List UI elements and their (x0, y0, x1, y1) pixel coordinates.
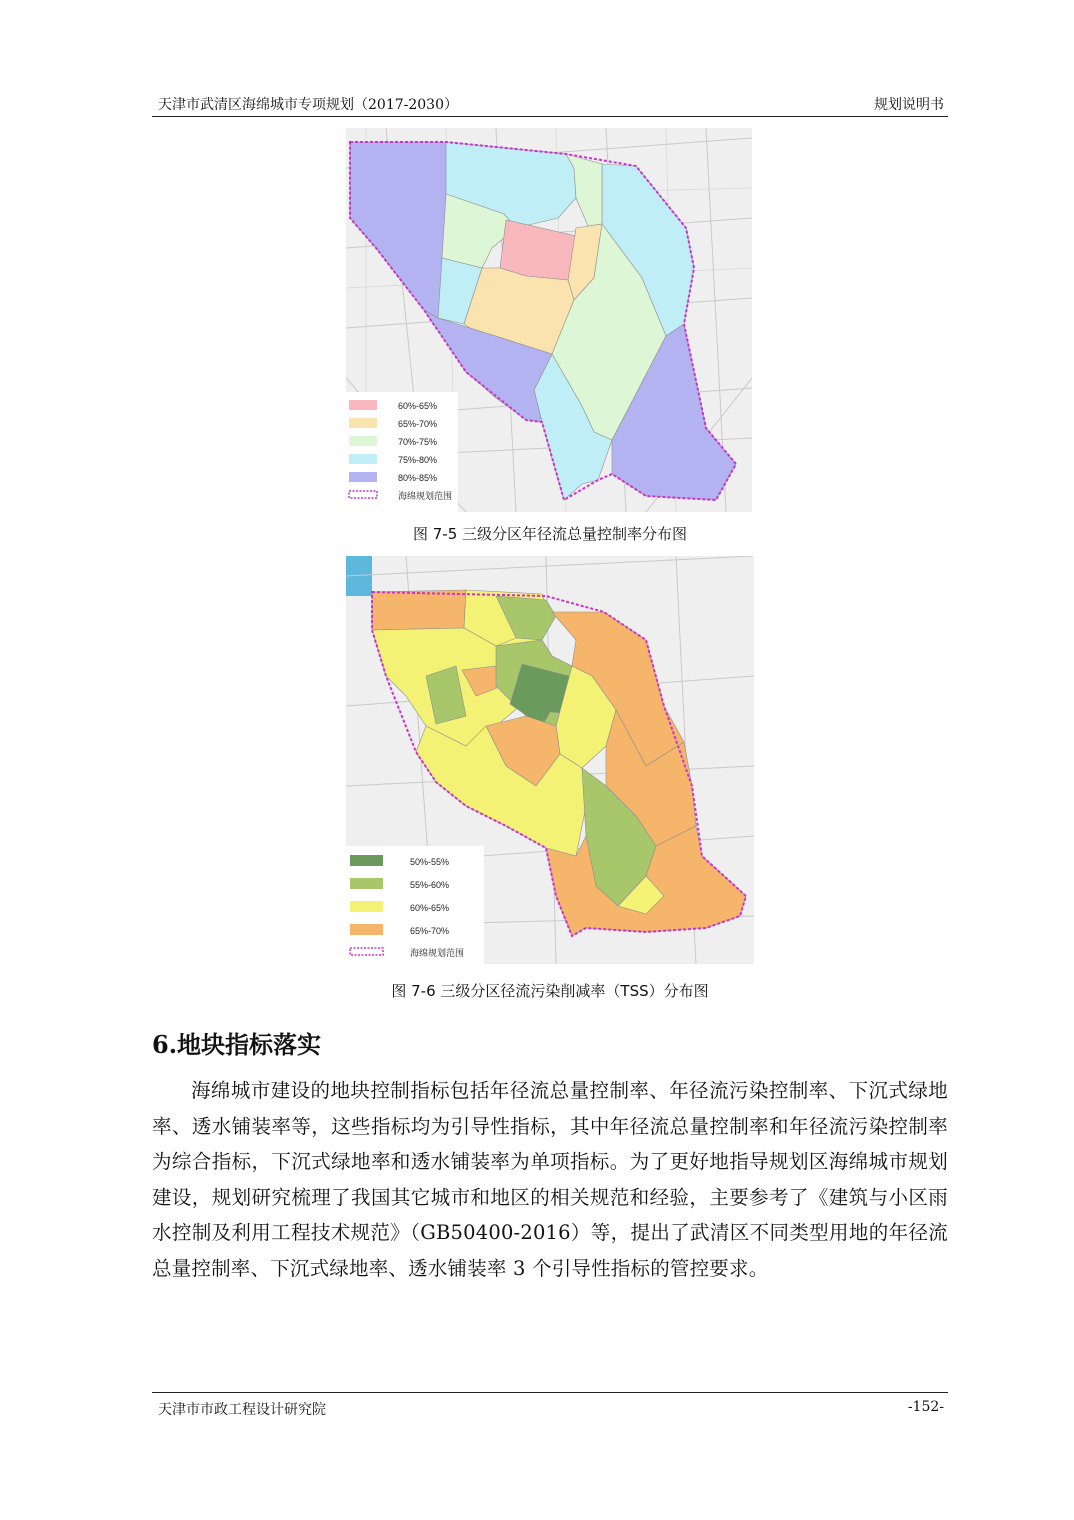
legend-label: 50%-55% (410, 857, 450, 867)
zone-65-70-northwest (372, 590, 466, 630)
legend-label: 海绵规划范围 (398, 491, 453, 501)
legend-label: 60%-65% (398, 401, 438, 411)
figure-7-6-map (346, 556, 754, 964)
figure-7-6-caption: 图 7-6 三级分区径流污染削减率（TSS）分布图 (391, 982, 709, 1000)
figure-7-5-caption: 图 7-5 三级分区年径流总量控制率分布图 (412, 525, 688, 543)
footer-org: 天津市市政工程设计研究院 (158, 1402, 326, 1418)
header-doc-type: 规划说明书 (874, 97, 944, 113)
page-header (152, 92, 948, 117)
page-number: -152- (907, 1399, 944, 1415)
figure-7-5-map (346, 128, 752, 512)
header-title: 天津市武清区海绵城市专项规划（2017-2030） (158, 97, 458, 113)
legend-label: 55%-60% (410, 880, 450, 890)
legend-label: 65%-70% (398, 419, 438, 429)
section-heading: 6.地块指标落实 (152, 1030, 322, 1059)
legend-label: 75%-80% (398, 455, 438, 465)
legend-label: 海绵规划范围 (410, 948, 465, 958)
page-footer (152, 1392, 948, 1421)
legend-label: 65%-70% (410, 926, 450, 936)
legend-label: 80%-85% (398, 473, 438, 483)
section-paragraph: 海绵城市建设的地块控制指标包括年径流总量控制率、年径流污染控制率、下沉式绿地率、透水铺装率等，这些指标均为引导性指标，其中年径流总量控制率和年径流污染控制率为综合指标，下沉式绿地率和透水铺装率为单项指标。为了更好地指导规划区海绵城市规划建设，规划研究梳理了我国其它城市和地区的相关规范和经验，主要参考了《建筑与小区雨水控制及利用工程技术规范》（GB50400-2016）等，提出了武清区不同类型用地的年径流总量控制率、下沉式绿地率、透水铺装率 3 个引导性指标的管控要求。 (152, 1079, 948, 1280)
legend-label: 70%-75% (398, 437, 438, 447)
legend-label: 60%-65% (410, 903, 450, 913)
